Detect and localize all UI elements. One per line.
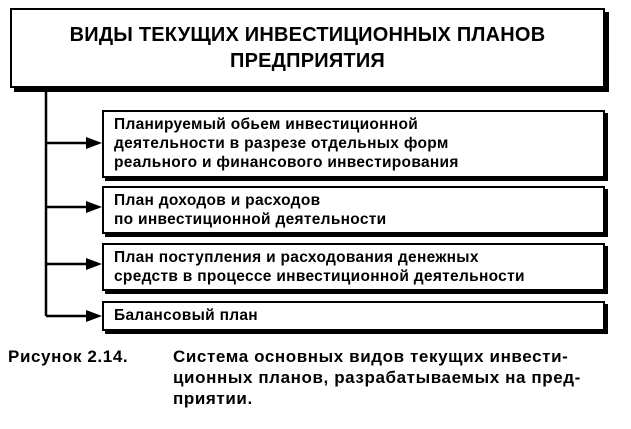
plan-box-balance	[102, 301, 605, 331]
arrow-to-plan-2	[46, 201, 102, 213]
figure-caption-line-1: Система основных видов текущих инвести-	[173, 347, 569, 366]
plan-3-line-2: средств в процессе инвестиционной деятельности	[114, 268, 525, 285]
plan-box-income-expenses	[102, 186, 605, 234]
diagram-title-line-2: ПРЕДПРИЯТИЯ	[230, 50, 385, 72]
figure-caption-line-2: ционных планов, разрабатываемых на пред-	[173, 368, 581, 387]
arrow-to-plan-4	[46, 310, 102, 322]
figure-caption-line-3: приятии.	[173, 389, 253, 408]
diagram-title-line-1: ВИДЫ ТЕКУЩИХ ИНВЕСТИЦИОННЫХ ПЛАНОВ	[69, 24, 546, 46]
plan-box-cash-flow	[102, 243, 605, 291]
plan-1-line-3: реального и финансового инвестирования	[114, 154, 459, 171]
plan-box-investment-volume	[102, 110, 605, 178]
plan-1-line-1: Планируемый обьем инвестиционной	[114, 116, 419, 133]
arrow-to-plan-3	[46, 258, 102, 270]
figure-caption-label: Рисунок 2.14.	[8, 347, 129, 366]
plan-2-line-1: План доходов и расходов	[114, 192, 321, 209]
plan-2-line-2: по инвестиционной деятельности	[114, 211, 387, 228]
diagram-title-box	[10, 8, 605, 88]
plan-3-line-1: План поступления и расходования денежных	[114, 249, 479, 266]
plan-4-line-1: Балансовый план	[114, 307, 258, 324]
arrow-to-plan-1	[46, 137, 102, 149]
figure-caption	[8, 346, 620, 409]
plan-1-line-2: деятельности в разрезе отдельных форм	[114, 135, 449, 152]
